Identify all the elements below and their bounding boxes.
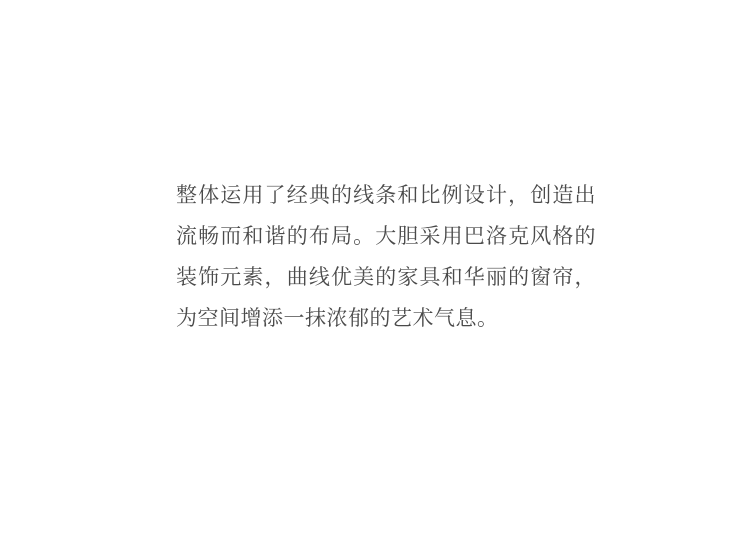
body-paragraph: 整体运用了经典的线条和比例设计，创造出流畅而和谐的布局。大胆采用巴洛克风格的装饰元素，曲线优美的家具和华丽的窗帘，为空间增添一抹浓郁的艺术气息。 xyxy=(176,184,596,330)
text-block xyxy=(176,175,596,339)
